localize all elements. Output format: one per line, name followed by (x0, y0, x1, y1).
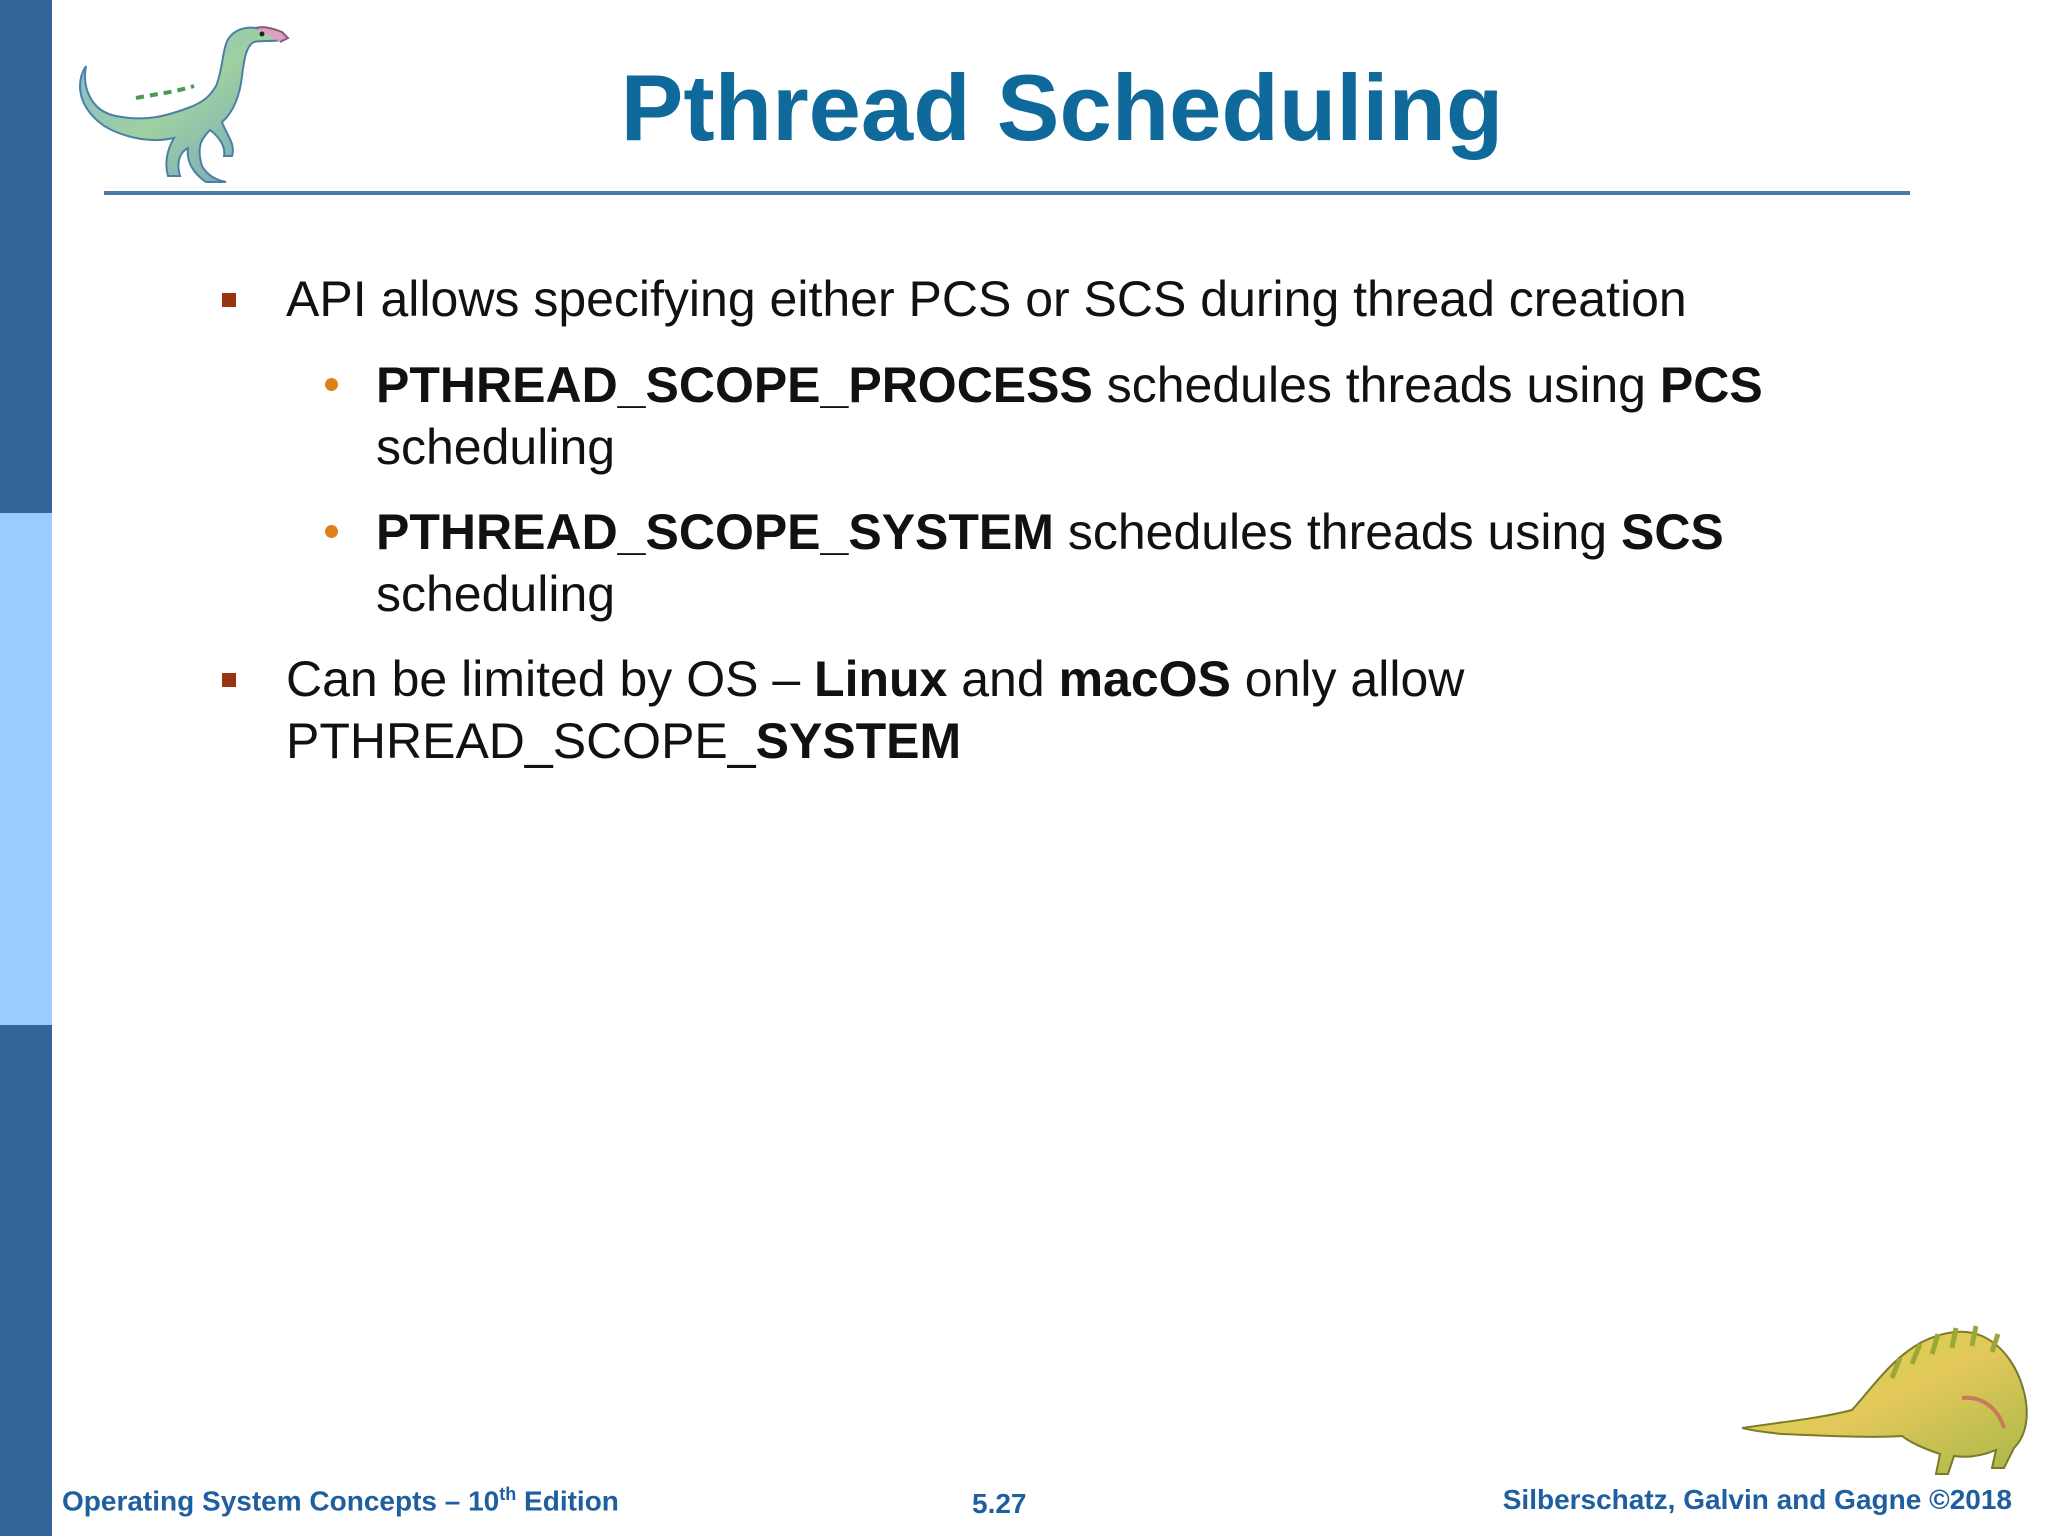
bullet-text-part: PTHREAD_SCOPE_ (286, 713, 756, 769)
sub-bullet-continuation: scheduling (376, 566, 616, 622)
dinosaur-icon (1742, 1318, 2034, 1486)
square-bullet (222, 673, 236, 687)
sub-bullet-text: schedules threads using (1053, 504, 1621, 560)
bold-term: SYSTEM (755, 713, 962, 769)
round-bullet (325, 378, 338, 391)
bold-term: PCS (1659, 357, 1763, 413)
bold-term: SCS (1620, 504, 1724, 560)
footer-book-title-sup: th (499, 1484, 517, 1504)
page-title: Pthread Scheduling (620, 55, 1504, 160)
bullet-text-part: and (947, 651, 1059, 707)
round-bullet (325, 525, 338, 538)
bullet-continuation (286, 711, 961, 771)
bullet-text (286, 649, 1464, 709)
bullet-text-part: only allow (1230, 651, 1465, 707)
sub-bullet-line (376, 502, 1724, 562)
bold-term: Linux (814, 651, 948, 707)
bullet-text: API allows specifying either PCS or SCS during thread creation (286, 271, 1687, 327)
footer-authors: Silberschatz, Galvin and Gagne ©2018 (1502, 1484, 2012, 1515)
bold-term: PTHREAD_SCOPE_PROCESS (376, 357, 1093, 413)
bold-term: macOS (1058, 651, 1231, 707)
bullet-text-part: Can be limited by OS – (286, 651, 815, 707)
sub-bullet-line (376, 355, 1763, 415)
page-number: 5.27 (972, 1488, 1027, 1519)
square-bullet (222, 293, 236, 307)
footer-book-title-text: Operating System Concepts – 10 (62, 1485, 500, 1517)
bold-term: PTHREAD_SCOPE_SYSTEM (376, 504, 1054, 560)
footer-book-title-end: Edition (516, 1485, 619, 1517)
sub-bullet-continuation: scheduling (376, 419, 616, 475)
sub-bullet-text: schedules threads using (1092, 357, 1660, 413)
footer-book-title (62, 1484, 619, 1517)
